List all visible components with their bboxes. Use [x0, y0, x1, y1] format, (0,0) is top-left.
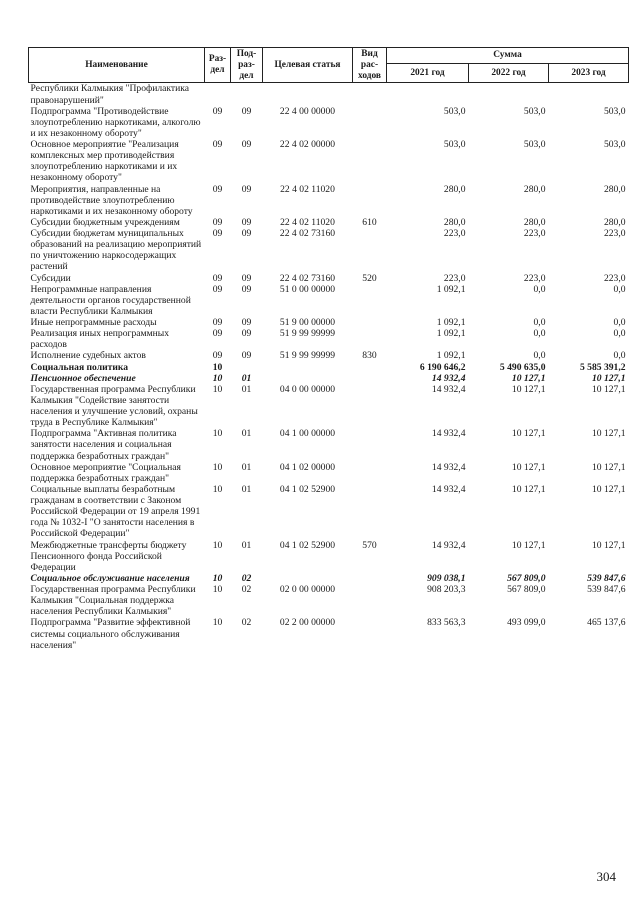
row-sum-2023: 223,0	[603, 228, 626, 240]
table-row	[29, 540, 629, 573]
row-razdel: 09	[212, 228, 223, 240]
table-row	[29, 462, 629, 484]
row-celevaya-statya	[263, 573, 353, 584]
row-vid-rashodov	[353, 573, 387, 584]
table-row	[29, 328, 629, 350]
row-name: Социальное обслуживание населения	[30, 572, 190, 584]
row-razdel	[205, 83, 231, 106]
page-number: 304	[596, 869, 616, 884]
row-vid-rashodov	[353, 362, 387, 373]
row-sum-2023: 10 127,1	[591, 383, 626, 395]
row-celevaya-statya: 04 0 00 00000	[279, 383, 336, 395]
row-celevaya-statya: 02 0 00 00000	[279, 584, 336, 596]
row-sum-2021: 1 092,1	[436, 328, 466, 340]
table-row	[29, 584, 629, 617]
row-razdel: 10	[212, 383, 223, 395]
row-sum-2023: 539 847,6	[587, 572, 626, 584]
row-razdel: 09	[212, 105, 223, 117]
row-vid-rashodov	[353, 384, 387, 429]
table-row	[29, 139, 629, 184]
header-podrazdel: Под-раз-дел	[231, 48, 263, 83]
row-sum-2022	[469, 83, 549, 106]
row-sum-2022: 0,0	[533, 350, 546, 362]
row-podrazdel: 02	[241, 617, 252, 629]
row-razdel: 10	[212, 572, 223, 584]
row-name: Подпрограмма "Противодействие злоупотреблению наркотиками, алкоголю и их незаконному обороту"	[30, 105, 201, 139]
header-razdel: Раз-дел	[205, 48, 231, 83]
row-sum-2021: 14 932,4	[431, 483, 466, 495]
row-razdel: 10	[212, 539, 223, 551]
row-name: Основное мероприятие "Социальная поддержка безработных граждан"	[30, 461, 181, 484]
row-sum-2022: 223,0	[523, 228, 546, 240]
row-vid-rashodov: 570	[362, 539, 377, 551]
row-razdel: 09	[212, 139, 223, 151]
row-celevaya-statya	[263, 373, 353, 384]
row-sum-2021: 503,0	[443, 105, 466, 117]
row-vid-rashodov	[353, 584, 387, 617]
row-sum-2022: 10 127,1	[511, 539, 546, 551]
row-name: Непрограммные направления деятельности органов государственной власти Республики Калмыкия	[30, 283, 191, 317]
row-sum-2022: 10 127,1	[511, 428, 546, 440]
row-name: Субсидии бюджетным учреждениям	[30, 216, 180, 228]
row-name: Реализация иных непрограммных расходов	[30, 328, 170, 351]
row-sum-2023: 0,0	[613, 350, 626, 362]
row-vid-rashodov	[353, 373, 387, 384]
row-razdel: 10	[212, 617, 223, 629]
header-year-2021: 2021 год	[387, 64, 469, 83]
header-name: Наименование	[29, 48, 205, 83]
row-vid-rashodov	[353, 106, 387, 139]
row-razdel: 10	[212, 483, 223, 495]
row-razdel: 10	[212, 372, 223, 384]
row-podrazdel: 09	[241, 216, 252, 228]
table-row	[29, 373, 629, 384]
row-sum-2023: 280,0	[603, 216, 626, 228]
row-sum-2023: 465 137,6	[587, 617, 626, 629]
row-razdel: 09	[212, 328, 223, 340]
row-celevaya-statya: 04 1 02 52900	[279, 483, 336, 495]
row-sum-2023	[549, 83, 629, 106]
table-row	[29, 484, 629, 540]
row-razdel: 10	[212, 584, 223, 596]
row-vid-rashodov	[353, 284, 387, 317]
row-sum-2021: 6 190 646,2	[419, 361, 466, 373]
row-name: Подпрограмма "Развитие эффективной системы социального обслуживания населения"	[30, 617, 191, 651]
row-podrazdel: 09	[241, 350, 252, 362]
row-podrazdel	[231, 362, 263, 373]
row-sum-2023: 0,0	[613, 328, 626, 340]
row-vid-rashodov	[353, 228, 387, 273]
row-celevaya-statya: 22 4 00 00000	[279, 105, 336, 117]
row-sum-2021: 14 932,4	[431, 539, 466, 551]
row-sum-2021: 1 092,1	[436, 283, 466, 295]
row-name: Субсидии	[30, 272, 71, 284]
row-sum-2023: 0,0	[613, 283, 626, 295]
row-sum-2022: 503,0	[523, 139, 546, 151]
row-name: Пенсионное обеспечение	[30, 372, 136, 384]
row-sum-2021: 223,0	[443, 228, 466, 240]
row-sum-2022: 0,0	[533, 328, 546, 340]
budget-table	[28, 47, 629, 651]
row-sum-2022: 10 127,1	[511, 372, 546, 384]
row-sum-2023: 280,0	[603, 183, 626, 195]
row-name: Межбюджетные трансферты бюджету Пенсионного фонда Российской Федерации	[30, 539, 187, 573]
row-vid-rashodov: 610	[362, 216, 377, 228]
row-razdel: 10	[212, 361, 223, 373]
row-celevaya-statya: 04 1 02 52900	[279, 539, 336, 551]
row-podrazdel: 09	[241, 328, 252, 340]
row-podrazdel: 02	[241, 584, 252, 596]
row-celevaya-statya: 04 1 02 00000	[279, 461, 336, 473]
row-name: Мероприятия, направленные на противодействие злоупотреблению наркотиками и их незаконному обороту	[30, 183, 193, 217]
row-sum-2021	[387, 83, 469, 106]
row-sum-2023: 5 585 391,2	[579, 361, 626, 373]
row-podrazdel: 09	[241, 272, 252, 284]
row-celevaya-statya: 02 2 00 00000	[279, 617, 336, 629]
row-sum-2022: 5 490 635,0	[499, 361, 546, 373]
row-celevaya-statya	[263, 83, 353, 106]
table-row	[29, 217, 629, 228]
row-celevaya-statya: 22 4 02 73160	[279, 272, 336, 284]
row-vid-rashodov: 830	[362, 350, 377, 362]
row-razdel: 09	[212, 283, 223, 295]
row-razdel: 10	[212, 428, 223, 440]
row-celevaya-statya	[263, 362, 353, 373]
row-sum-2022: 10 127,1	[511, 461, 546, 473]
row-sum-2021: 1 092,1	[436, 317, 466, 329]
row-celevaya-statya: 51 0 00 00000	[279, 283, 336, 295]
table-row	[29, 384, 629, 429]
row-name: Исполнение судебных актов	[30, 350, 146, 362]
header-year-2022: 2022 год	[469, 64, 549, 83]
header-vid-rashodov: Вид рас-ходов	[353, 48, 387, 83]
row-sum-2021: 14 932,4	[431, 383, 466, 395]
row-sum-2022: 280,0	[523, 183, 546, 195]
row-podrazdel: 09	[241, 317, 252, 329]
row-razdel: 09	[212, 350, 223, 362]
row-podrazdel: 01	[241, 428, 252, 440]
row-sum-2022: 503,0	[523, 105, 546, 117]
row-podrazdel: 01	[241, 539, 252, 551]
row-razdel: 09	[212, 317, 223, 329]
row-name: Социальные выплаты безработным гражданам в соответствии с Законом Российской Федерации от 19 апреля 1991 года № 1032-I "О занятости населения в Российской Федерации"	[30, 483, 201, 540]
row-vid-rashodov	[353, 617, 387, 650]
row-name: Государственная программа Республики Калмыкия "Социальная поддержка населения Республики Калмыкия"	[30, 584, 196, 618]
row-sum-2023: 10 127,1	[591, 461, 626, 473]
row-sum-2021: 14 932,4	[431, 428, 466, 440]
row-vid-rashodov	[353, 428, 387, 461]
row-sum-2022: 10 127,1	[511, 483, 546, 495]
row-vid-rashodov	[353, 317, 387, 328]
row-podrazdel: 02	[241, 572, 252, 584]
row-name: Субсидии бюджетам муниципальных образований на реализацию мероприятий по уничтожению наркосодержащих растений	[30, 228, 202, 273]
table-row	[29, 228, 629, 273]
table-row	[29, 273, 629, 284]
header-year-2023: 2023 год	[549, 64, 629, 83]
table-header	[29, 48, 629, 83]
row-name: Государственная программа Республики Калмыкия "Содействие занятости населения и улучшение условий, охраны труда в Республике Калмыкия"	[30, 383, 198, 429]
row-sum-2022: 223,0	[523, 272, 546, 284]
row-sum-2022: 0,0	[533, 317, 546, 329]
row-sum-2022: 280,0	[523, 216, 546, 228]
row-name: Основное мероприятие "Реализация комплексных мер противодействия злоупотреблению наркотиками и их незаконному обороту"	[30, 139, 179, 184]
row-podrazdel: 09	[241, 183, 252, 195]
row-podrazdel: 01	[241, 372, 252, 384]
header-celevaya-statya: Целевая статья	[263, 48, 353, 83]
row-sum-2021: 223,0	[443, 272, 466, 284]
table-row	[29, 362, 629, 373]
table-row	[29, 106, 629, 139]
row-sum-2021: 908 203,3	[427, 584, 466, 596]
row-name: Социальная политика	[30, 361, 129, 373]
row-razdel: 09	[212, 216, 223, 228]
row-celevaya-statya: 51 9 99 99999	[279, 350, 336, 362]
row-vid-rashodov	[353, 184, 387, 217]
row-vid-rashodov	[353, 328, 387, 350]
table-row	[29, 284, 629, 317]
table-row	[29, 83, 629, 106]
row-podrazdel: 09	[241, 139, 252, 151]
row-sum-2021: 14 932,4	[431, 461, 466, 473]
row-razdel: 09	[212, 183, 223, 195]
row-sum-2022: 10 127,1	[511, 383, 546, 395]
row-celevaya-statya: 51 9 99 99999	[279, 328, 336, 340]
row-sum-2021: 909 038,1	[427, 572, 466, 584]
row-sum-2023: 223,0	[603, 272, 626, 284]
row-sum-2023: 10 127,1	[591, 372, 626, 384]
row-vid-rashodov	[353, 484, 387, 540]
table-row	[29, 184, 629, 217]
row-celevaya-statya: 22 4 02 00000	[279, 139, 336, 151]
row-vid-rashodov: 520	[362, 272, 377, 284]
table-row	[29, 428, 629, 461]
row-podrazdel: 09	[241, 105, 252, 117]
row-vid-rashodov	[353, 83, 387, 106]
row-name: Подпрограмма "Активная политика занятости населения и социальная поддержка безработных граждан"	[30, 428, 177, 462]
row-sum-2021: 280,0	[443, 183, 466, 195]
row-podrazdel: 01	[241, 383, 252, 395]
header-summa: Сумма	[387, 48, 629, 64]
row-celevaya-statya: 04 1 00 00000	[279, 428, 336, 440]
row-celevaya-statya: 22 4 02 73160	[279, 228, 336, 240]
row-sum-2022: 567 809,0	[507, 584, 546, 596]
row-sum-2021: 280,0	[443, 216, 466, 228]
row-sum-2022: 0,0	[533, 283, 546, 295]
row-sum-2023: 503,0	[603, 139, 626, 151]
row-name: Иные непрограммные расходы	[30, 317, 157, 329]
row-celevaya-statya: 22 4 02 11020	[280, 216, 335, 228]
row-sum-2022: 567 809,0	[507, 572, 546, 584]
row-sum-2022: 493 099,0	[507, 617, 546, 629]
row-celevaya-statya: 22 4 02 11020	[280, 183, 335, 195]
table-row	[29, 573, 629, 584]
row-vid-rashodov	[353, 462, 387, 484]
row-sum-2023: 0,0	[613, 317, 626, 329]
row-podrazdel: 01	[241, 483, 252, 495]
table-row	[29, 317, 629, 328]
row-podrazdel: 09	[241, 283, 252, 295]
row-sum-2023: 503,0	[603, 105, 626, 117]
table-row	[29, 350, 629, 361]
row-name: Республики Калмыкия "Профилактика правонарушений"	[30, 83, 190, 106]
row-razdel: 10	[212, 461, 223, 473]
table-row	[29, 617, 629, 650]
row-sum-2023: 10 127,1	[591, 483, 626, 495]
row-podrazdel: 01	[241, 461, 252, 473]
row-podrazdel: 09	[241, 228, 252, 240]
row-podrazdel	[231, 83, 263, 106]
row-sum-2023: 10 127,1	[591, 539, 626, 551]
row-sum-2023: 10 127,1	[591, 428, 626, 440]
row-celevaya-statya: 51 9 00 00000	[279, 317, 336, 329]
row-razdel: 09	[212, 272, 223, 284]
row-vid-rashodov	[353, 139, 387, 184]
row-sum-2023: 539 847,6	[587, 584, 626, 596]
row-sum-2021: 833 563,3	[427, 617, 466, 629]
row-sum-2021: 14 932,4	[431, 372, 466, 384]
row-sum-2021: 1 092,1	[436, 350, 466, 362]
row-sum-2021: 503,0	[443, 139, 466, 151]
table-body	[29, 83, 629, 651]
